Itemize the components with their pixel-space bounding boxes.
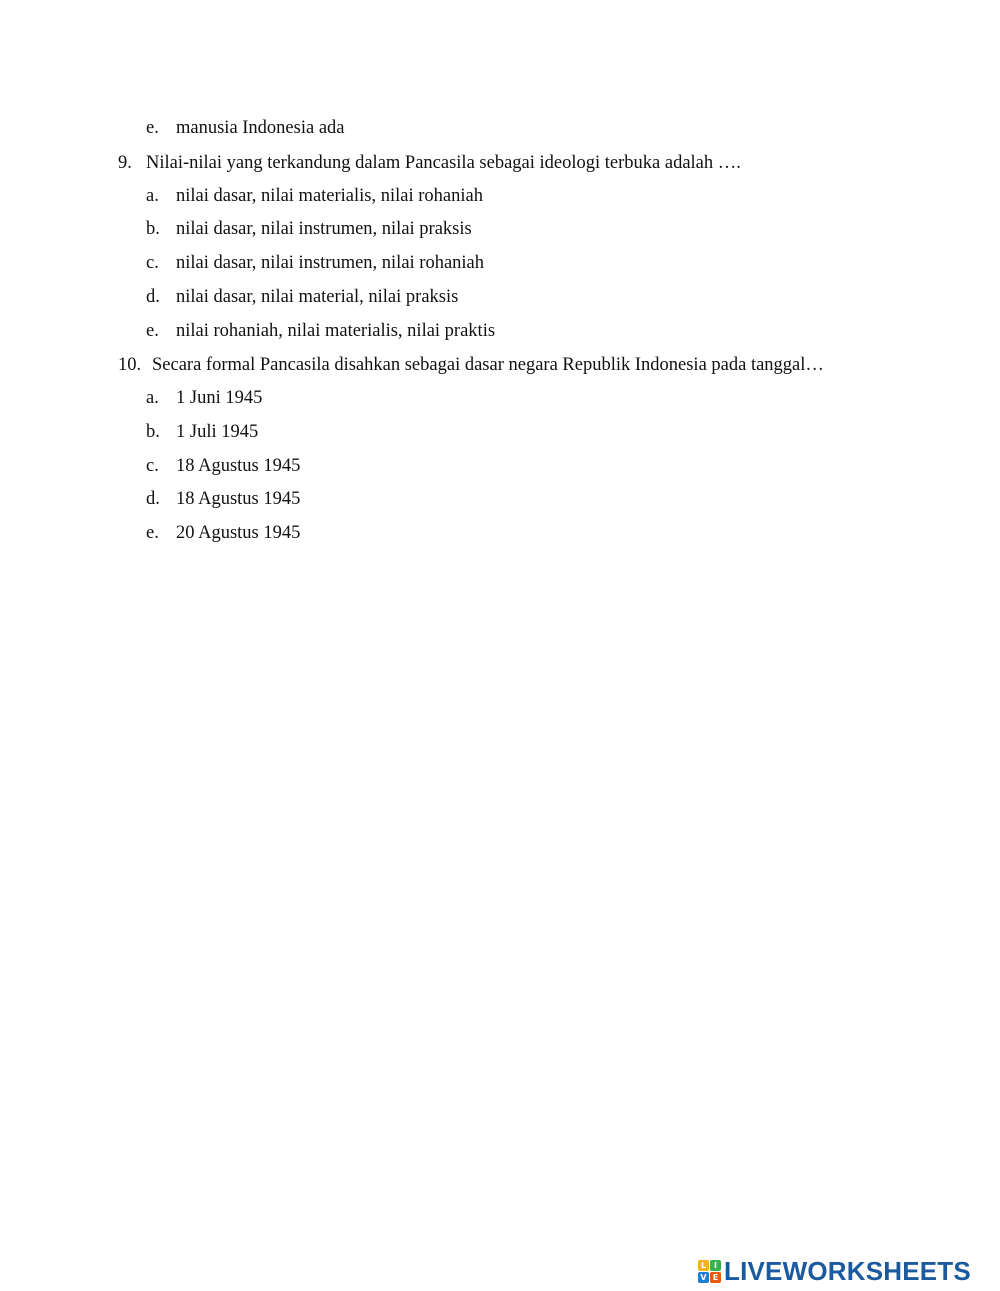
option-label: b. xyxy=(146,422,160,442)
option-label: d. xyxy=(146,287,160,307)
logo-tile-i: I xyxy=(710,1260,721,1271)
option-text: nilai dasar, nilai instrumen, nilai praksis xyxy=(176,219,472,239)
question-number: 9. xyxy=(118,153,132,173)
option-text: 1 Juni 1945 xyxy=(176,388,263,408)
option-label: e. xyxy=(146,118,159,138)
option-label: e. xyxy=(146,321,159,341)
option-label: b. xyxy=(146,219,160,239)
option-text: 1 Juli 1945 xyxy=(176,422,259,442)
question-text: Secara formal Pancasila disahkan sebagai dasar negara Republik Indonesia pada tanggal… xyxy=(152,355,824,375)
option-label: a. xyxy=(146,388,159,408)
option-text: nilai dasar, nilai instrumen, nilai rohaniah xyxy=(176,253,485,273)
question-number: 10. xyxy=(118,355,142,375)
logo-text: LIVEWORKSHEETS xyxy=(724,1256,971,1286)
option-label: c. xyxy=(146,253,159,273)
option-text: manusia Indonesia ada xyxy=(176,118,345,138)
option-label: d. xyxy=(146,489,160,509)
liveworksheets-logo xyxy=(698,1256,971,1286)
option-label: a. xyxy=(146,186,159,206)
option-label: c. xyxy=(146,456,159,476)
option-text: nilai dasar, nilai material, nilai praksis xyxy=(176,287,459,307)
logo-tiles-icon xyxy=(698,1260,721,1283)
option-text: nilai rohaniah, nilai materialis, nilai praktis xyxy=(176,321,496,341)
option-label: e. xyxy=(146,523,159,543)
question-text: Nilai-nilai yang terkandung dalam Pancasila sebagai ideologi terbuka adalah …. xyxy=(146,153,741,173)
option-text: 18 Agustus 1945 xyxy=(176,456,301,476)
logo-tile-v: V xyxy=(698,1272,709,1283)
logo-tile-e: E xyxy=(710,1272,721,1283)
logo-tile-l: L xyxy=(698,1260,709,1271)
option-text: nilai dasar, nilai materialis, nilai rohaniah xyxy=(176,186,483,206)
option-text: 18 Agustus 1945 xyxy=(176,489,301,509)
option-text: 20 Agustus 1945 xyxy=(176,523,301,543)
